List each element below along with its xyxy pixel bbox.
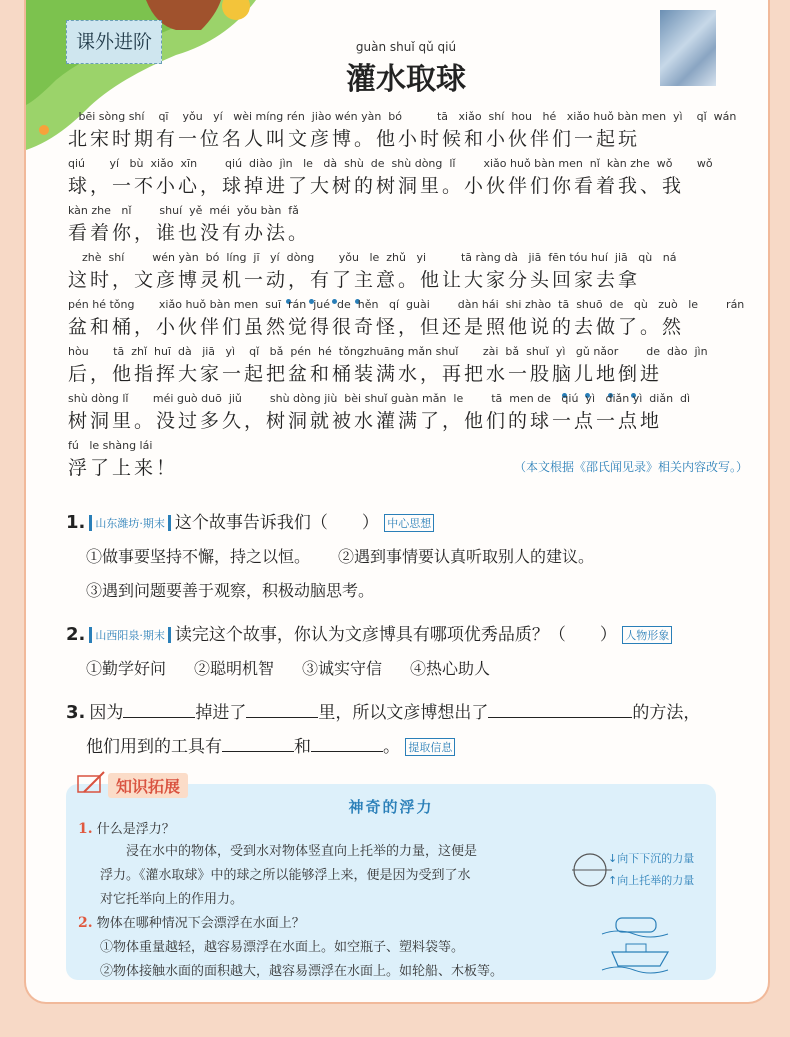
- source-note: （本文根据《邵氏闻见录》相关内容改写。）: [513, 460, 748, 474]
- force-up-label: ↑向上托举的力量: [608, 874, 695, 887]
- story-line: pén hé tǒng xiǎo huǒ bàn men suī rán jué de hěn qí guài dàn hái shi zhào tā shuō de qù zuò le rán 盆和桶，小伙伴们虽然觉得很奇怪，但还是照他说的去做了。然: [68, 298, 745, 338]
- answer-blank[interactable]: [488, 699, 632, 718]
- story-line: shù dòng lǐ méi guò duō jiǔ shù dòng jiù bèi shuǐ guàn mǎn le tā men de qiú yì diǎn yì diǎn dì 树洞里。没过多久，树洞就被水灌满了，他们的球一点一点地: [68, 392, 691, 432]
- option-row: [86, 544, 622, 567]
- option[interactable]: ④热心助人: [410, 659, 491, 678]
- photo-thumbnail: [660, 10, 716, 86]
- type-tag: 人物形象: [622, 626, 672, 644]
- story-line: zhè shí wén yàn bó líng jī yí dòng yǒu le zhǔ yi tā ràng dà jiā fēn tóu huí jiā qù ná 这时，文彦博灵机一动，有了主意。他让大家分头回家去拿: [68, 251, 748, 298]
- answer-blank[interactable]: [311, 733, 383, 752]
- story-line: hòu tā zhǐ huī dà jiā yì qǐ bǎ pén hé tǒngzhuāng mǎn shuǐ zài bǎ shuǐ yì gǔ nǎor de dào jìn 后，他指挥大家一起把盆和桶装满水，再把水一股脑儿地倒进: [68, 345, 748, 392]
- knowledge-text: ①物体重量越轻，越容易漂浮在水面上。如空瓶子、塑料袋等。: [100, 940, 465, 955]
- question-3: 3. 因为 掉进了 里，所以文彦博想出了 的方法，: [66, 698, 700, 723]
- story-line: qiú yí bù xiǎo xīn qiú diào jìn le dà shù de shù dòng lǐ xiǎo huǒ bàn men nǐ kàn zhe wǒ wǒ 球，一不小心，球掉进了大树的树洞里。小伙伴们你看着我、我: [68, 157, 713, 197]
- emphasis-dots: [286, 289, 378, 295]
- knowledge-q2: 2. 物体在哪种情况下会漂浮在水面上？: [78, 915, 305, 931]
- option[interactable]: ③诚实守信: [302, 659, 383, 678]
- question-text: 这个故事告诉我们（ ）: [174, 513, 379, 533]
- knowledge-text: 浸在水中的物体，受到水对物体竖直向上托举的力量，这便是: [126, 844, 478, 859]
- story-text: [68, 110, 748, 486]
- question-text: 读完这个故事，你认为文彦博具有哪项优秀品质？（ ）: [174, 625, 617, 645]
- option-row: [86, 656, 518, 679]
- knowledge-text: 浮力。《灌水取球》中的球之所以能够浮上来，便是因为受到了水: [100, 868, 471, 883]
- force-down-label: ↓向下下沉的力量: [608, 852, 695, 865]
- source-tag: 山东潍坊·期末: [89, 515, 171, 531]
- knowledge-text: ②物体接触水面的面积越大，越容易漂浮在水面上。如轮船、木板等。: [100, 964, 504, 979]
- story-line: fú le shàng lái 浮了上来！: [68, 439, 179, 479]
- knowledge-q1: 1. 什么是浮力？: [78, 821, 175, 837]
- option[interactable]: ①勤学好问: [86, 659, 167, 678]
- worksheet-page: [24, 0, 770, 1004]
- story-line: kàn zhe nǐ shuí yě méi yǒu bàn fǎ 看着你，谁也没有办法。: [68, 204, 311, 244]
- option[interactable]: ③遇到问题要善于观察，积极动脑思考。: [86, 581, 375, 600]
- type-tag: 提取信息: [405, 738, 455, 756]
- story-line: bēi sòng shí qī yǒu yí wèi míng rén jiào wén yàn bó tā xiǎo shí hou hé xiǎo huǒ bàn men yì qǐ wán 北宋时期有一位名人叫文彦博。他小时候和小伙伴们一起玩: [68, 110, 737, 150]
- option[interactable]: ①做事要坚持不懈，持之以恒。: [86, 547, 311, 566]
- source-tag: 山西阳泉·期末: [89, 627, 171, 643]
- boat-bottle-icon: [598, 912, 688, 976]
- option[interactable]: ②聪明机智: [194, 659, 275, 678]
- option-row: [86, 578, 402, 601]
- page-title: 灌水取球: [346, 62, 466, 97]
- knowledge-text: 对它托举向上的作用力。: [100, 892, 244, 907]
- answer-blank[interactable]: [246, 699, 318, 718]
- question-2: 2. 山西阳泉·期末 读完这个故事，你认为文彦博具有哪项优秀品质？（ ） 人物形象: [66, 620, 672, 645]
- option[interactable]: ②遇到事情要认真听取别人的建议。: [338, 547, 595, 566]
- knowledge-header: 知识拓展: [74, 770, 224, 798]
- question-3-line2: 他们用到的工具有 和 。 提取信息: [86, 732, 455, 757]
- ball-icon: [572, 846, 612, 892]
- emphasis-dots: [562, 383, 654, 389]
- answer-blank[interactable]: [222, 733, 294, 752]
- answer-blank[interactable]: [123, 699, 195, 718]
- knowledge-title: 神奇的浮力: [348, 798, 434, 816]
- type-tag: 中心思想: [384, 514, 434, 532]
- title-pinyin: guàn shuǐ qǔ qiú: [355, 40, 457, 54]
- pencil-icon: [74, 770, 108, 798]
- knowledge-box: [66, 784, 716, 980]
- section-badge: 课外进阶: [66, 20, 162, 64]
- question-1: 1. 山东潍坊·期末 这个故事告诉我们（ ） 中心思想: [66, 508, 434, 533]
